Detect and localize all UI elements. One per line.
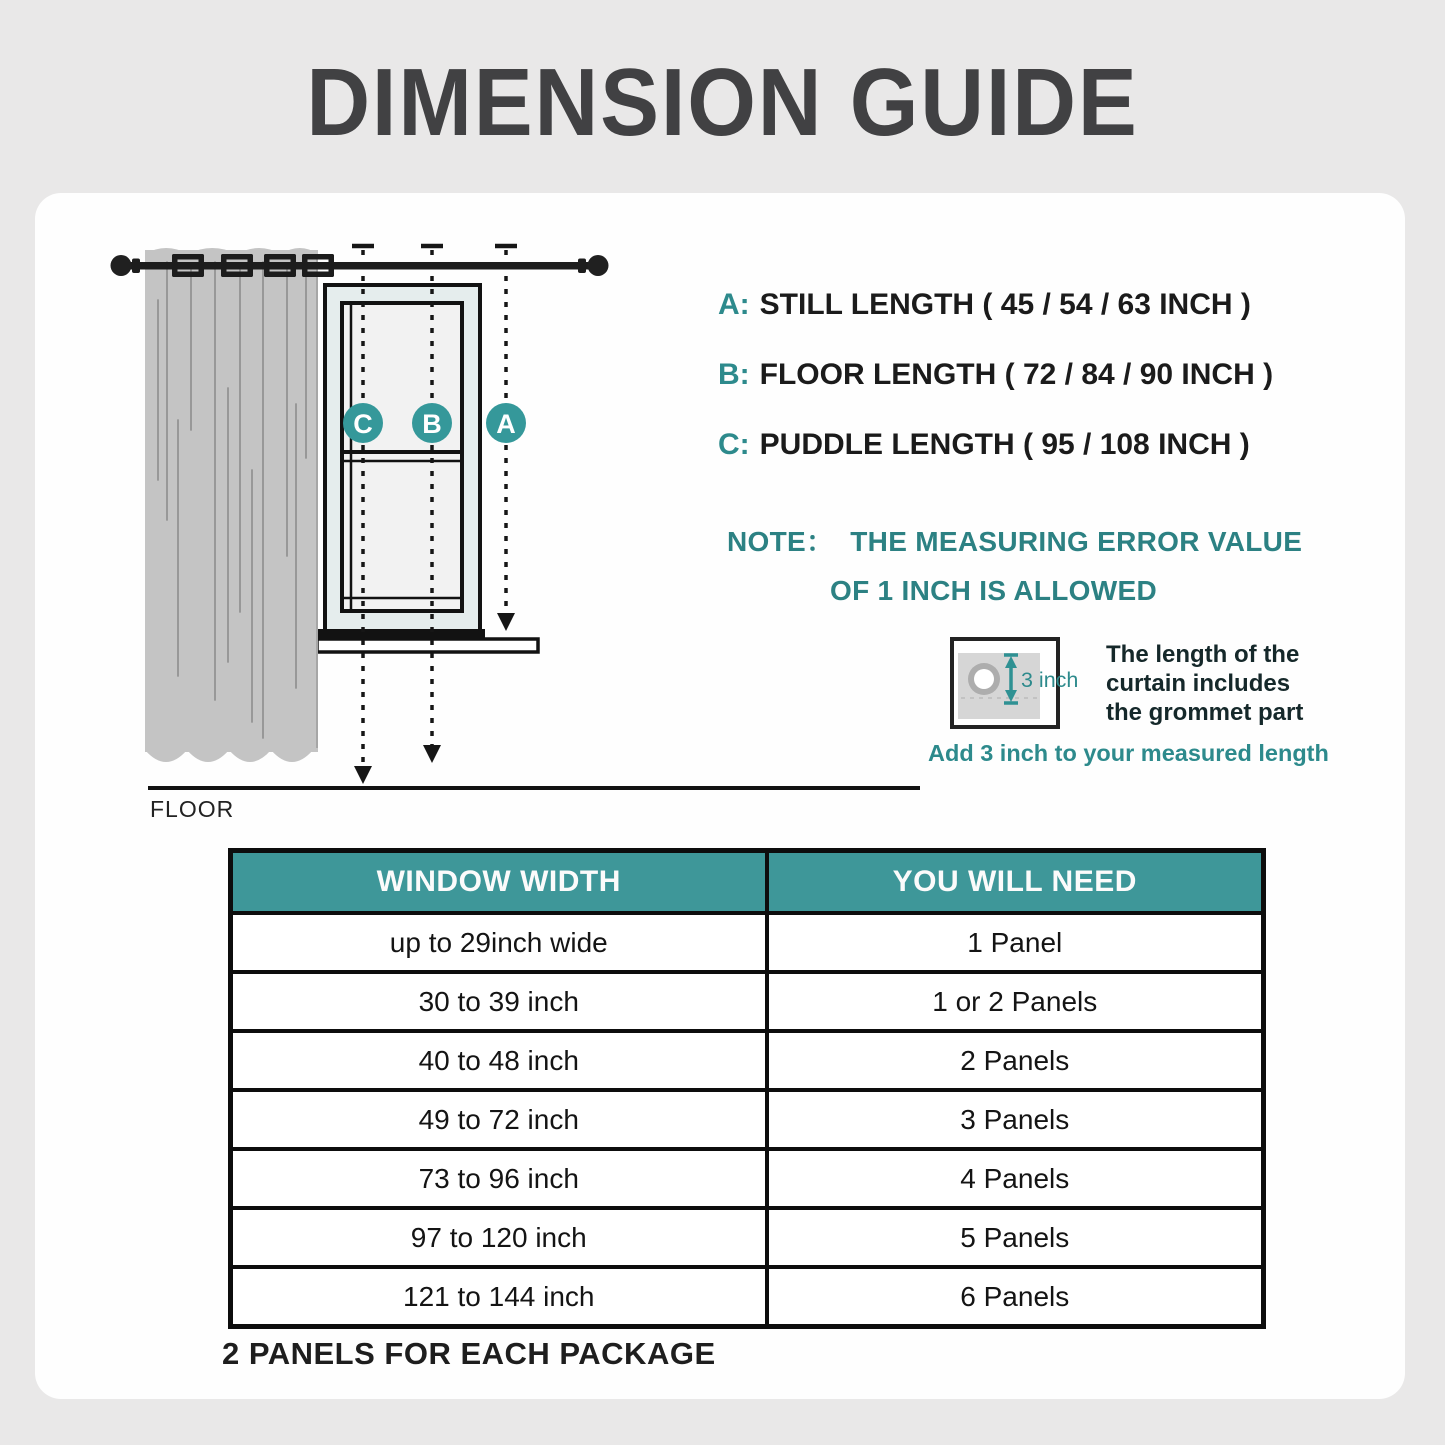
table-row: [231, 913, 1264, 972]
marker-a-label: A: [496, 409, 516, 439]
grommet-description: [1106, 640, 1336, 727]
table-row: [231, 1031, 1264, 1090]
length-legend: [718, 288, 1318, 498]
legend-item-a: [718, 288, 1318, 322]
table-row: [231, 1208, 1264, 1267]
window-width-cell: 73 to 96 inch: [231, 1149, 767, 1208]
panels-needed-cell: 5 Panels: [767, 1208, 1264, 1267]
panels-needed-cell: 3 Panels: [767, 1090, 1264, 1149]
grommet-description-line: curtain includes: [1106, 670, 1291, 697]
window-width-cell: up to 29inch wide: [231, 913, 767, 972]
page-title: DIMENSION GUIDE: [306, 49, 1139, 156]
arrow-down-icon: [354, 766, 372, 784]
grommet-tip: Add 3 inch to your measured length: [928, 740, 1329, 766]
legend-item-c: [718, 428, 1318, 462]
panels-needed-cell: 2 Panels: [767, 1031, 1264, 1090]
panels-needed-cell: 1 Panel: [767, 913, 1264, 972]
floor-label: FLOOR: [150, 796, 235, 822]
size-table: [228, 848, 1266, 1329]
legend-item-b: [718, 358, 1318, 392]
grommet-description-line: The length of the: [1106, 641, 1300, 668]
table-row: [231, 1090, 1264, 1149]
grommet-description-line: the grommet part: [1106, 699, 1304, 726]
table-row: [231, 1149, 1264, 1208]
arrow-down-icon: [423, 745, 441, 763]
window-sill: [317, 629, 538, 652]
legend-item-a-prefix: A:: [718, 288, 750, 321]
note-label: NOTE：: [727, 526, 835, 557]
window-width-cell: 30 to 39 inch: [231, 972, 767, 1031]
legend-item-b-text: FLOOR LENGTH ( 72 / 84 / 90 INCH ): [759, 358, 1274, 391]
marker-b-label: B: [422, 409, 442, 439]
rod-finial-left-icon: [111, 255, 132, 276]
window-width-cell: 97 to 120 inch: [231, 1208, 767, 1267]
note-line2: OF 1 INCH IS ALLOWED: [830, 575, 1157, 606]
legend-item-a-text: STILL LENGTH ( 45 / 54 / 63 INCH ): [759, 288, 1251, 321]
rod-finial-right-icon: [588, 255, 609, 276]
measure-markers: [343, 403, 526, 443]
table-row: [231, 1267, 1264, 1327]
panels-needed-cell: 6 Panels: [767, 1267, 1264, 1327]
measuring-note: [727, 520, 1303, 607]
legend-item-c-prefix: C:: [718, 428, 750, 461]
window: [325, 285, 480, 631]
note-line1: THE MEASURING ERROR VALUE: [850, 526, 1303, 557]
table-row: [231, 972, 1264, 1031]
arrow-down-icon: [497, 613, 515, 631]
legend-item-b-prefix: B:: [718, 358, 750, 391]
window-width-cell: 40 to 48 inch: [231, 1031, 767, 1090]
curtain: [145, 248, 318, 762]
grommet-ring-icon: [968, 663, 1000, 695]
grommet-measure-label: 3 inch: [1021, 668, 1079, 692]
window-width-cell: 121 to 144 inch: [231, 1267, 767, 1327]
package-footnote: 2 PANELS FOR EACH PACKAGE: [222, 1336, 716, 1371]
panels-needed-cell: 1 or 2 Panels: [767, 972, 1264, 1031]
table-header-window-width: WINDOW WIDTH: [231, 851, 767, 914]
marker-c-label: C: [353, 409, 373, 439]
legend-item-c-text: PUDDLE LENGTH ( 95 / 108 INCH ): [759, 428, 1250, 461]
table-header-you-will-need: YOU WILL NEED: [767, 851, 1264, 914]
panels-needed-cell: 4 Panels: [767, 1149, 1264, 1208]
window-width-cell: 49 to 72 inch: [231, 1090, 767, 1149]
